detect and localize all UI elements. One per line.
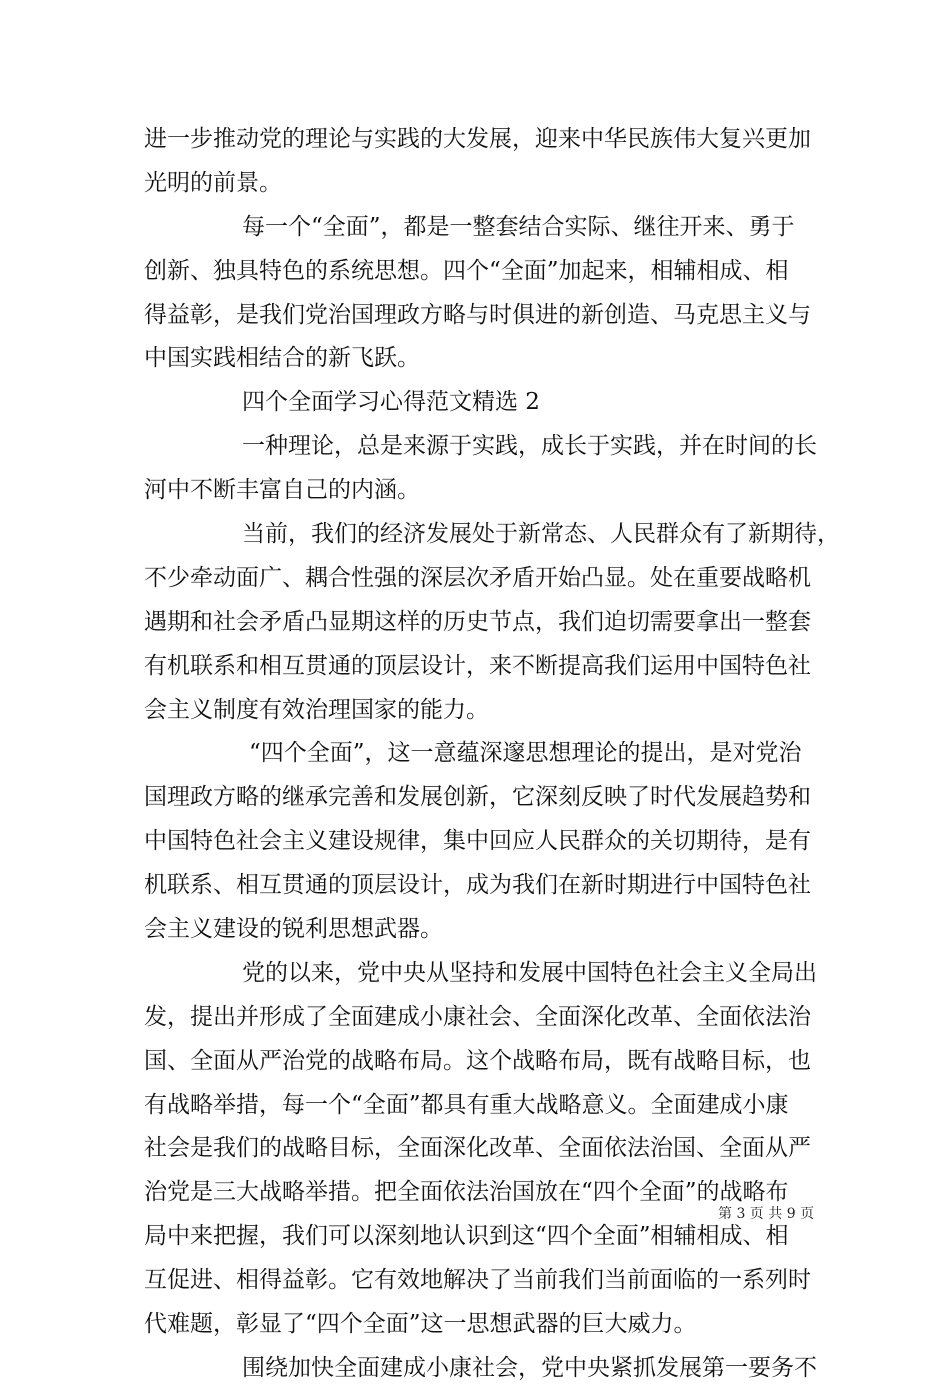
paragraph-start-line: 每一个“全面”，都是一整套结合实际、继往开来、勇于 bbox=[242, 213, 795, 240]
section-heading: 四个全面学习心得范文精选 2 bbox=[242, 389, 540, 416]
text-line: 国、全面从严治党的战略布局。这个战略布局，既有战略目标，也 bbox=[144, 1047, 811, 1074]
text-line: 光明的前景。 bbox=[144, 169, 282, 196]
text-line: 中国实践相结合的新飞跃。 bbox=[144, 345, 420, 372]
text-line: 有机联系和相互贯通的顶层设计，来不断提高我们运用中国特色社 bbox=[144, 652, 811, 679]
text-line: 中国特色社会主义建设规律，集中回应人民群众的关切期待，是有 bbox=[144, 828, 811, 855]
text-line: 会主义制度有效治理国家的能力。 bbox=[144, 696, 489, 723]
paragraph-start-line: 当前，我们的经济发展处于新常态、人民群众有了新期待， bbox=[242, 521, 840, 548]
text-line: 社会是我们的战略目标，全面深化改革、全面依法治国、全面从严 bbox=[144, 1135, 811, 1162]
text-line: 治党是三大战略举措。把全面依法治国放在“四个全面”的战略布 bbox=[144, 1179, 789, 1206]
paragraph-start-line: “四个全面”，这一意蕴深邃思想理论的提出，是对党治 bbox=[249, 740, 802, 767]
text-line: 互促进、相得益彰。它有效地解决了当前我们当前面临的一系列时 bbox=[144, 1267, 811, 1294]
text-line: 会主义建设的锐利思想武器。 bbox=[144, 916, 443, 943]
text-line: 国理政方略的继承完善和发展创新，它深刻反映了时代发展趋势和 bbox=[144, 784, 811, 811]
text-line: 代难题，彰显了“四个全面”这一思想武器的巨大威力。 bbox=[144, 1311, 697, 1338]
text-line: 创新、独具特色的系统思想。四个“全面”加起来，相辅相成、相 bbox=[144, 257, 789, 284]
page-number-footer: 第 3 页 共 9 页 bbox=[718, 1206, 815, 1222]
paragraph-start-line: 党的以来，党中央从坚持和发展中国特色社会主义全局出 bbox=[242, 959, 817, 986]
text-line: 有战略举措，每一个“全面”都具有重大战略意义。全面建成小康 bbox=[144, 1091, 789, 1118]
text-line: 得益彰，是我们党治国理政方略与时俱进的新创造、马克思主义与 bbox=[144, 301, 811, 328]
text-line: 局中来把握，我们可以深刻地认识到这“四个全面”相辅相成、相 bbox=[144, 1223, 789, 1250]
text-line: 河中不断丰富自己的内涵。 bbox=[144, 477, 420, 504]
paragraph-start-line: 一种理论，总是来源于实践，成长于实践，并在时间的长 bbox=[242, 433, 817, 460]
paragraph-start-line: 围绕加快全面建成小康社会，党中央紧抓发展第一要务不 bbox=[242, 1354, 817, 1381]
text-line: 进一步推动党的理论与实践的大发展，迎来中华民族伟大复兴更加 bbox=[144, 126, 811, 152]
text-line: 发，提出并形成了全面建成小康社会、全面深化改革、全面依法治 bbox=[144, 1003, 811, 1030]
text-line: 不少牵动面广、耦合性强的深层次矛盾开始凸显。处在重要战略机 bbox=[144, 564, 811, 591]
text-line: 机联系、相互贯通的顶层设计，成为我们在新时期进行中国特色社 bbox=[144, 872, 811, 899]
text-line: 遇期和社会矛盾凸显期这样的历史节点，我们迫切需要拿出一整套 bbox=[144, 608, 811, 635]
document-body bbox=[144, 118, 840, 1391]
